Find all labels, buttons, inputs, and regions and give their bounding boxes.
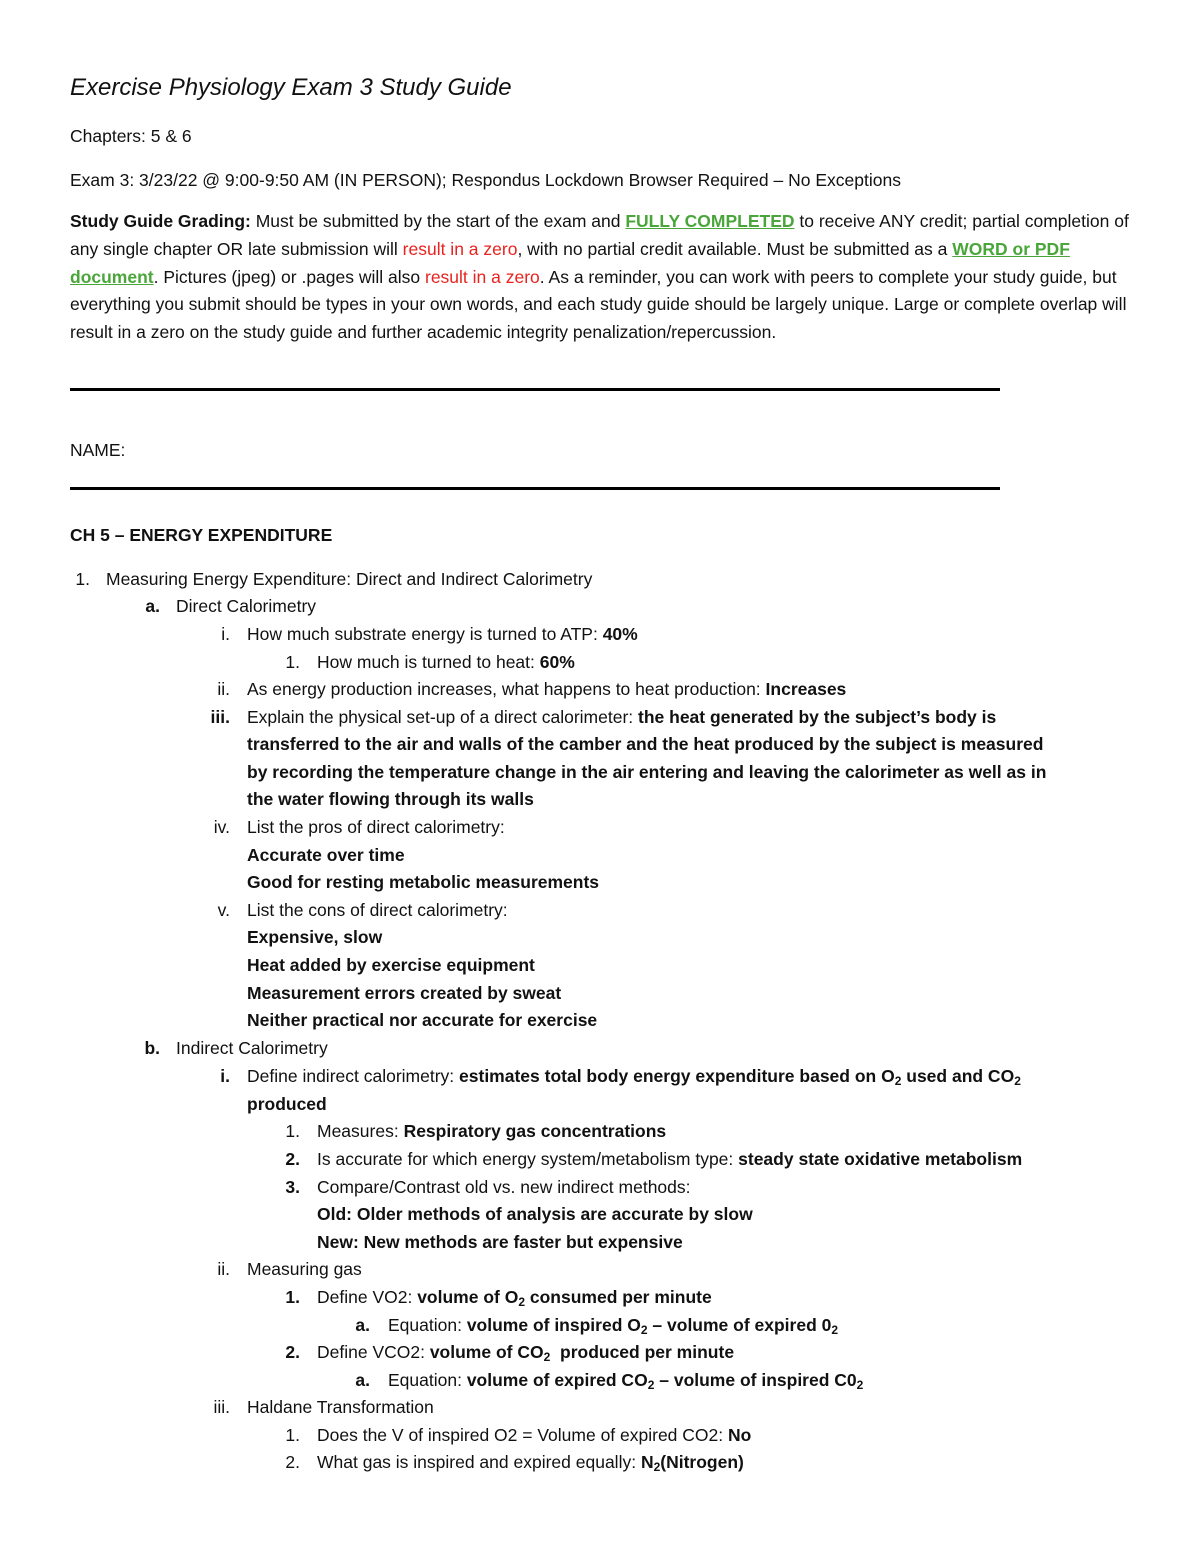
zero-warning: result in a zero xyxy=(425,266,540,287)
list-marker: iii. xyxy=(210,707,230,727)
list-marker: 1. xyxy=(285,1121,300,1141)
chapters-line: Chapters: 5 & 6 xyxy=(70,126,192,146)
item-text: Measuring Energy Expenditure: Direct and Indirect Calorimetry xyxy=(106,569,593,589)
exam-line: Exam 3: 3/23/22 @ 9:00-9:50 AM (IN PERSON); Respondus Lockdown Browser Required – No Exceptions xyxy=(70,170,901,190)
question-text: List the cons of direct calorimetry: xyxy=(247,900,508,920)
list-marker: ii. xyxy=(217,679,230,699)
answer-text: transferred to the air and walls of the camber and the heat produced by the subject is measured xyxy=(247,734,1044,754)
grading-text: , with no partial credit available. Must be submitted as a xyxy=(517,238,953,259)
list-marker: 2. xyxy=(285,1149,300,1169)
answer-text: Respiratory gas concentrations xyxy=(403,1121,667,1141)
question-text: Define VO2: xyxy=(317,1287,418,1307)
answer-text: estimates total body energy expenditure based on $O_2$ used and $CO_2$ xyxy=(459,1066,1021,1088)
question-text: Equation: xyxy=(388,1315,467,1335)
list-marker: 1. xyxy=(285,652,300,672)
chapter-heading: CH 5 – ENERGY EXPENDITURE xyxy=(70,525,333,545)
grading-label: Study Guide Grading: xyxy=(70,211,251,231)
question-text: Define indirect calorimetry: xyxy=(247,1066,460,1086)
list-marker: 1. xyxy=(285,1287,300,1307)
grading-text: . As a reminder, you can work with peers to complete your study guide, but everything you submit should be types in your own words, and each study guide should be largely unique. Large or complete overlap will result in a zero on the study guide and further academic integrity penalization/repercussion. xyxy=(70,266,1127,343)
list-marker: b. xyxy=(144,1038,160,1058)
question-text: How much substrate energy is turned to ATP: xyxy=(247,624,603,644)
item-text: Measuring gas xyxy=(247,1259,362,1279)
answer-text: Good for resting metabolic measurements xyxy=(247,872,600,892)
answer-text: the water flowing through its walls xyxy=(247,789,534,809)
list-marker: v. xyxy=(217,900,230,920)
list-marker: 3. xyxy=(285,1177,300,1197)
answer-text: New: New methods are faster but expensive xyxy=(317,1232,683,1252)
answer-text: No xyxy=(728,1425,752,1445)
answer-text: Accurate over time xyxy=(247,845,405,865)
question-text: Is accurate for which energy system/metabolism type: xyxy=(317,1149,739,1169)
fully-completed-emphasis: FULLY COMPLETED xyxy=(625,211,795,231)
zero-warning: result in a zero xyxy=(402,238,518,259)
answer-text: Neither practical nor accurate for exercise xyxy=(247,1010,598,1030)
grading-text: . Pictures (jpeg) or .pages will also xyxy=(153,266,425,287)
item-text: Indirect Calorimetry xyxy=(176,1038,328,1058)
list-marker: a. xyxy=(145,596,160,616)
answer-text: the heat generated by the subject’s body is xyxy=(638,707,997,727)
document-title: Exercise Physiology Exam 3 Study Guide xyxy=(70,74,512,101)
question-text: Does the V of inspired O2 = Volume of expired CO2: xyxy=(317,1425,728,1445)
divider-rule xyxy=(70,487,1000,490)
list-marker: 2. xyxy=(285,1452,300,1472)
list-marker: i. xyxy=(220,1066,230,1086)
list-marker: a. xyxy=(355,1370,370,1390)
question-text: List the pros of direct calorimetry: xyxy=(247,817,505,837)
grading-text: to receive ANY credit; partial completion of any single chapter OR late submission will xyxy=(70,211,1129,259)
question-text: Define VCO2: xyxy=(317,1342,430,1362)
question-text: How much is turned to heat: xyxy=(317,652,540,672)
list-marker: 1. xyxy=(75,569,90,589)
name-label: NAME: xyxy=(70,440,126,460)
answer-text: Heat added by exercise equipment xyxy=(247,955,535,975)
answer-text: steady state oxidative metabolism xyxy=(738,1149,1023,1169)
question-text: Compare/Contrast old vs. new indirect methods: xyxy=(317,1177,691,1197)
list-marker: iv. xyxy=(213,817,230,837)
list-marker: i. xyxy=(221,624,230,644)
format-emphasis: WORD or PDF document xyxy=(70,238,1070,287)
question-text: As energy production increases, what happens to heat production: xyxy=(247,679,766,699)
answer-text: by recording the temperature change in the air entering and leaving the calorimeter as well as in xyxy=(247,762,1047,782)
answer-text: Expensive, slow xyxy=(247,927,383,947)
question-text: Explain the physical set-up of a direct calorimeter: xyxy=(247,707,639,727)
answer-text: $N_2(Nitrogen)$ xyxy=(640,1452,744,1474)
item-text: Direct Calorimetry xyxy=(176,596,317,616)
list-marker: iii. xyxy=(213,1397,230,1417)
answer-text: 60% xyxy=(539,652,575,672)
question-text: Measures: xyxy=(317,1121,404,1141)
list-marker: 1. xyxy=(285,1425,300,1445)
grading-paragraph xyxy=(70,208,1130,347)
answer-text: volume of inspired $O_2$ – volume of expired $0_2$ xyxy=(466,1315,839,1337)
answer-text: produced xyxy=(247,1094,327,1114)
question-text: Equation: xyxy=(388,1370,467,1390)
answer-text: Old: Older methods of analysis are accurate by slow xyxy=(317,1204,753,1224)
divider-rule xyxy=(70,388,1000,391)
list-marker: 2. xyxy=(285,1342,300,1362)
list-marker: ii. xyxy=(217,1259,230,1279)
answer-text: Measurement errors created by sweat xyxy=(247,983,562,1003)
answer-text: Increases xyxy=(765,679,847,699)
answer-text: volume of expired $CO_2$ – volume of inspired $C0_2$ xyxy=(466,1370,864,1392)
answer-text: volume of $O_2$ consumed per minute xyxy=(417,1287,712,1309)
item-text: Haldane Transformation xyxy=(247,1397,434,1417)
answer-text: 40% xyxy=(602,624,638,644)
grading-text: Must be submitted by the start of the exam and xyxy=(250,211,626,231)
question-text: What gas is inspired and expired equally: xyxy=(317,1452,641,1472)
answer-text: volume of $CO_2$ produced per minute xyxy=(429,1342,735,1364)
list-marker: a. xyxy=(355,1315,370,1335)
